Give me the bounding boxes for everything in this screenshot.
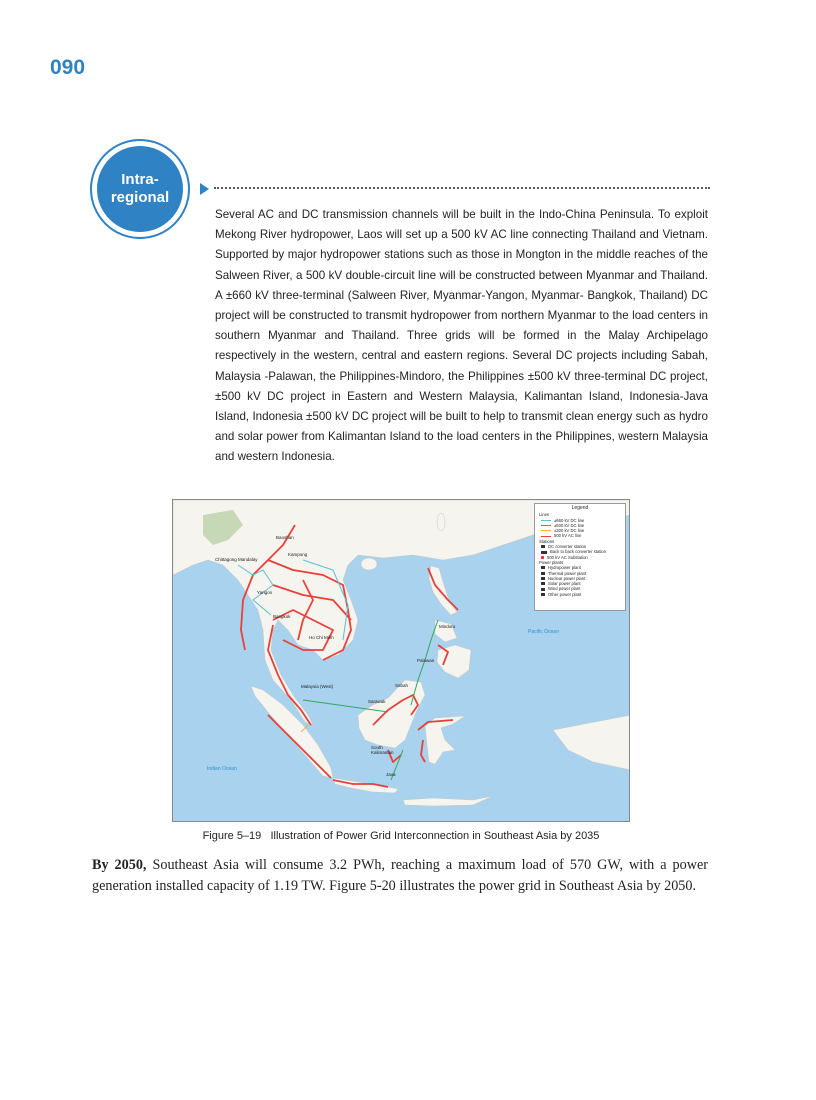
legend-label: ±660 kV DC line (554, 517, 585, 523)
legend-section-lines: Lines (539, 512, 550, 518)
legend-label: Nuclear power plant (548, 575, 586, 581)
power-grid-map (172, 499, 630, 822)
closing-paragraph (92, 855, 708, 897)
legend-label: DC converter station (548, 544, 587, 550)
line-swatch (541, 525, 551, 526)
map-label: South Kalimantan (371, 745, 394, 755)
dotted-divider (214, 187, 710, 189)
line-swatch (541, 520, 551, 521)
map-label: Sarawak (368, 699, 386, 704)
intro-paragraph: Several AC and DC transmission channels will be built in the Indo-China Peninsula. To exploit Mekong River hydropower, Laos will set up a 500 kV AC line connecting Thailand and Vietnam. Supported by major hydropower stations such as those in Mongton in the middle reaches of the Salween River, a 500 kV double-circuit line will be constructed between Myanmar and Thailand. A ±660 kV three-terminal (Salween River, Myanmar-Yangon, Myanmar- Bangkok, Thailand) DC project will be constructed to transmit hydropower from northern Myanmar to the load centers in southern Myanmar and Thailand. Three grids will be formed in the Malay Archipelago respectively in the western, central and eastern regions. Several DC projects including Sabah, Malaysia -Palawan, the Philippines-Mindoro, the Philippines ±500 kV three-terminal DC project, ±500 kV DC project in Eastern and Western Malaysia, Kalimantan Island, Indonesia-Java Island, Indonesia ±500 kV DC project will be built to help to transmit clean energy such as hydro and solar power from Kalimantan Island to the load centers in the Philippines, western Malaysia and western Indonesia. (215, 208, 708, 464)
nuclear-power-icon (541, 577, 545, 580)
wind-power-icon (541, 588, 545, 591)
legend-section-plants: Power plants (539, 559, 564, 565)
legend-item (539, 592, 621, 597)
arrow-icon (200, 183, 209, 195)
ocean-label: Indian Ocean (207, 766, 237, 772)
legend-label: 500 kV AC Substation (547, 554, 588, 560)
legend-section-stations: Stations (539, 538, 555, 544)
map-label: Java (386, 772, 396, 777)
converter-station-icon (541, 545, 545, 548)
substation-icon (541, 556, 544, 559)
section-badge-line: Intra- (121, 171, 159, 188)
map-label: Ho Chi Minh (309, 635, 334, 640)
other-power-icon (541, 593, 545, 596)
map-label: Malaysia (West) (301, 684, 334, 689)
legend-label: Thermal power plant (548, 570, 587, 576)
solar-power-icon (541, 582, 545, 585)
map-label: Chittagong (215, 557, 237, 562)
map-legend (534, 503, 626, 611)
closing-text: Southeast Asia will consume 3.2 PWh, reaching a maximum load of 570 GW, with a power generation installed capacity of 1.19 TW. Figure 5-20 illustrates the power grid in Southeast Asia by 2050. (92, 857, 708, 894)
map-label: Bangkok (273, 614, 291, 619)
legend-label: Back to back converter station (550, 549, 607, 555)
thermal-power-icon (541, 572, 545, 575)
map-label: Palawan (417, 658, 435, 663)
map-label: Baoshan (276, 535, 294, 540)
map-label: Yangon (257, 590, 273, 595)
section-badge (90, 139, 190, 239)
legend-label: Other power plant (548, 591, 582, 597)
legend-label: 500 kV AC line (554, 533, 582, 539)
figure-caption: Figure 5–19 Illustration of Power Grid Interconnection in Southeast Asia by 2035 (202, 830, 600, 842)
legend-label: Hydropower plant (548, 565, 581, 571)
line-swatch (541, 536, 551, 537)
legend-label: ±500 kV DC line (554, 522, 585, 528)
hydropower-icon (541, 566, 545, 569)
line-swatch (541, 530, 551, 531)
legend-label: Wind power plant (548, 586, 581, 592)
map-label: Mindoro (439, 624, 456, 629)
page-number: 090 (50, 56, 86, 79)
section-badge-line: regional (110, 189, 170, 206)
map-label: Sabah (395, 683, 409, 688)
legend-label: ±300 kV DC line (554, 528, 585, 534)
ocean-label: Pacific Ocean (528, 629, 559, 635)
closing-lead: By 2050, (92, 857, 147, 873)
map-label: Mandalay (238, 557, 258, 562)
map-label: Kampong (288, 552, 308, 557)
hainan (361, 558, 377, 570)
taiwan (437, 513, 445, 531)
legend-title: Legend (571, 505, 589, 511)
back-to-back-station-icon (541, 551, 547, 554)
legend-label: Solar power plant (548, 581, 581, 587)
